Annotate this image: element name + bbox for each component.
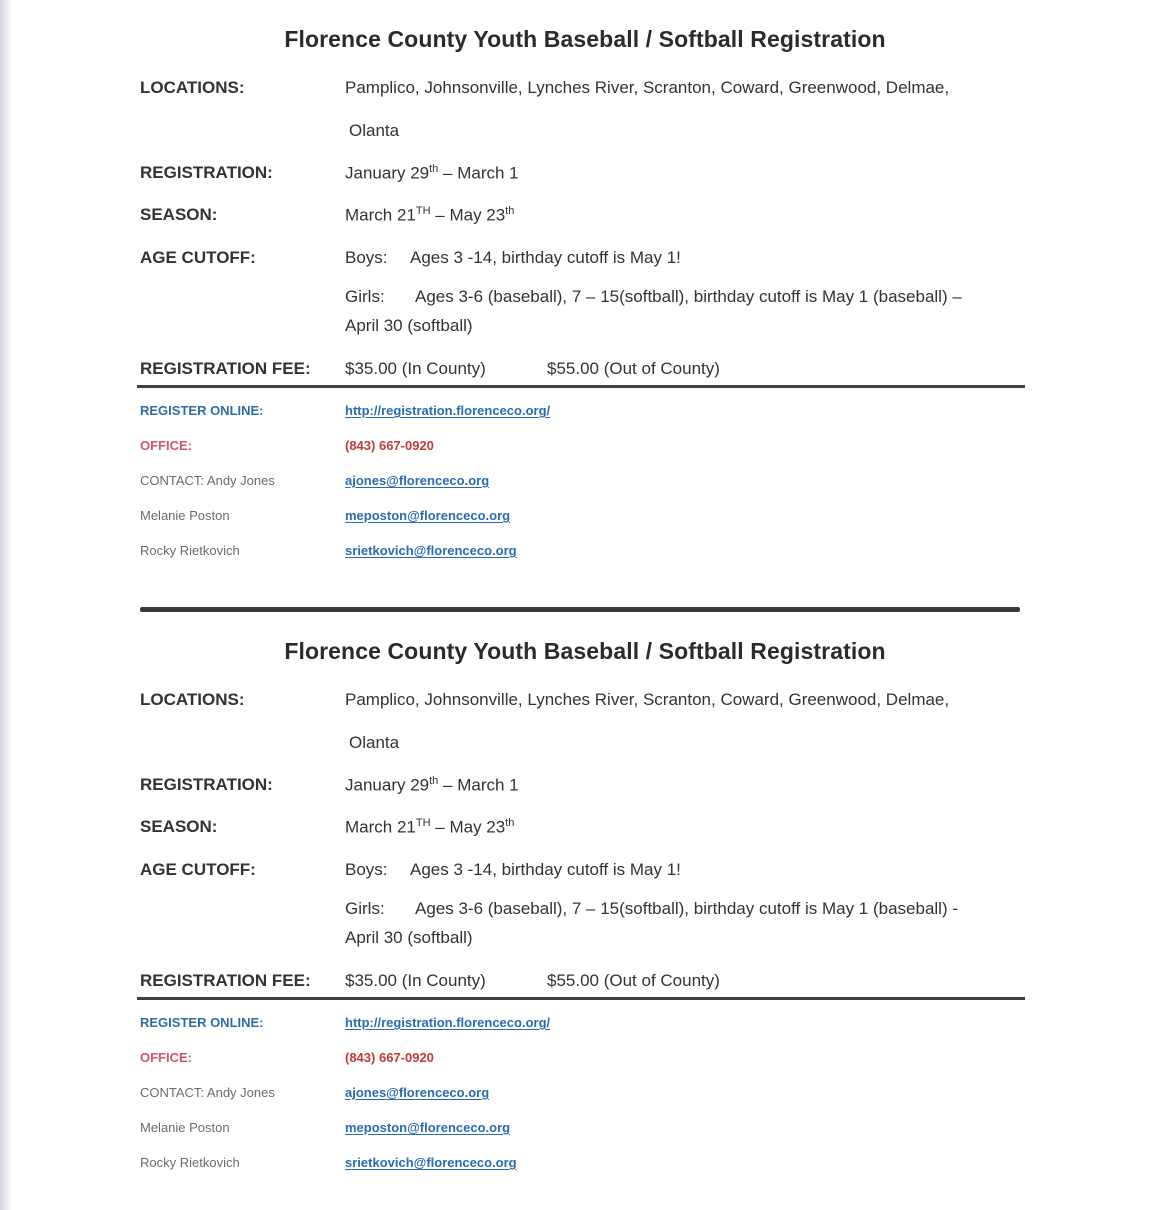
locations-value: Pamplico, Johnsonville, Lynches River, Scranton, Coward, Greenwood, Delmae, (345, 78, 950, 97)
office-label: OFFICE: (140, 1050, 192, 1065)
locations-value-line2: Olanta (349, 733, 400, 752)
locations-value-line2: Olanta (349, 121, 400, 140)
flyer-title: Florence County Youth Baseball / Softball Registration (284, 26, 886, 52)
boys-prefix: Boys: (345, 248, 388, 267)
girls-prefix: Girls: (345, 899, 385, 918)
register-online-label: REGISTER ONLINE: (140, 1015, 264, 1030)
registration-fee-label: REGISTRATION FEE: (140, 971, 311, 990)
girls-age-rule (345, 899, 958, 919)
boys-age-rule (345, 248, 681, 268)
fee-out-county: $55.00 (Out of County) (547, 971, 720, 990)
contact-email-cell (345, 1155, 517, 1170)
register-online-value (345, 403, 550, 418)
contact-email-link[interactable]: srietkovich@florenceco.org (345, 543, 517, 558)
age-cutoff-label: AGE CUTOFF: (140, 860, 256, 879)
season-date-start: March 21 (345, 817, 416, 837)
boys-prefix: Boys: (345, 860, 388, 879)
ordinal-superscript: th (505, 817, 515, 829)
season-date-mid: – May 23 (430, 205, 506, 225)
contact-email-link[interactable]: meposton@florenceco.org (345, 1120, 511, 1135)
girls-age-rule-line2: April 30 (softball) (345, 316, 473, 335)
registration-label: REGISTRATION: (140, 775, 273, 794)
registration-url-link[interactable]: http://registration.florenceco.org/ (345, 403, 551, 418)
season-dates (345, 205, 514, 226)
registration-dates (345, 775, 519, 796)
registration-flyer-section-2 (0, 612, 1170, 1210)
contact-name: CONTACT: Andy Jones (140, 473, 275, 488)
girls-age-rule-line2: April 30 (softball) (345, 928, 473, 947)
registration-date-end: – March 1 (438, 163, 519, 183)
fee-divider-rule (137, 997, 1025, 1000)
ordinal-superscript: th (429, 775, 439, 787)
fee-out-county: $55.00 (Out of County) (547, 359, 720, 378)
girls-age-rule (345, 287, 962, 307)
age-cutoff-label: AGE CUTOFF: (140, 248, 256, 267)
contact-name: Rocky Rietkovich (140, 1155, 240, 1170)
office-phone: (843) 667-0920 (345, 438, 434, 453)
season-date-mid: – May 23 (430, 817, 506, 837)
contact-name: CONTACT: Andy Jones (140, 1085, 275, 1100)
season-date-start: March 21 (345, 205, 416, 225)
ordinal-superscript: th (429, 163, 439, 175)
girls-prefix: Girls: (345, 287, 385, 306)
registration-fee-values (345, 971, 720, 991)
ordinal-superscript: TH (415, 817, 431, 829)
fee-in-county: $35.00 (In County) (345, 971, 486, 990)
contact-name: Rocky Rietkovich (140, 543, 240, 558)
ordinal-superscript: th (505, 205, 515, 217)
ordinal-superscript: TH (415, 205, 431, 217)
locations-value: Pamplico, Johnsonville, Lynches River, Scranton, Coward, Greenwood, Delmae, (345, 690, 950, 709)
boys-age-rule (345, 860, 681, 880)
contact-email-link[interactable]: meposton@florenceco.org (345, 508, 511, 523)
locations-label: LOCATIONS: (140, 78, 245, 97)
contact-email-link[interactable]: ajones@florenceco.org (345, 1085, 490, 1100)
season-label: SEASON: (140, 817, 218, 836)
season-dates (345, 817, 514, 838)
registration-dates (345, 163, 519, 184)
registration-url-link[interactable]: http://registration.florenceco.org/ (345, 1015, 551, 1030)
boys-rule-text: Ages 3 -14, birthday cutoff is May 1! (410, 248, 681, 267)
contact-email-cell (345, 508, 510, 523)
locations-label: LOCATIONS: (140, 690, 245, 709)
contact-name: Melanie Poston (140, 508, 230, 523)
office-value (345, 1050, 434, 1065)
contact-email-link[interactable]: srietkovich@florenceco.org (345, 1155, 517, 1170)
girls-rule-text: Ages 3-6 (baseball), 7 – 15(softball), birthday cutoff is May 1 (baseball) - (415, 899, 959, 918)
registration-date-start: January 29 (345, 163, 430, 183)
registration-date-start: January 29 (345, 775, 430, 795)
fee-divider-rule (137, 385, 1025, 388)
flyer-title: Florence County Youth Baseball / Softball Registration (284, 638, 886, 664)
contact-email-cell (345, 1085, 489, 1100)
registration-label: REGISTRATION: (140, 163, 273, 182)
fee-in-county: $35.00 (In County) (345, 359, 486, 378)
contact-email-link[interactable]: ajones@florenceco.org (345, 473, 490, 488)
contact-email-cell (345, 473, 489, 488)
office-phone: (843) 667-0920 (345, 1050, 434, 1065)
boys-rule-text: Ages 3 -14, birthday cutoff is May 1! (410, 860, 681, 879)
register-online-label: REGISTER ONLINE: (140, 403, 264, 418)
girls-rule-text: Ages 3-6 (baseball), 7 – 15(softball), birthday cutoff is May 1 (baseball) – (415, 287, 962, 306)
contact-email-cell (345, 543, 517, 558)
register-online-value (345, 1015, 550, 1030)
registration-date-end: – March 1 (438, 775, 519, 795)
season-label: SEASON: (140, 205, 218, 224)
registration-fee-label: REGISTRATION FEE: (140, 359, 311, 378)
office-label: OFFICE: (140, 438, 192, 453)
registration-fee-values (345, 359, 720, 379)
contact-name: Melanie Poston (140, 1120, 230, 1135)
contact-email-cell (345, 1120, 510, 1135)
office-value (345, 438, 434, 453)
